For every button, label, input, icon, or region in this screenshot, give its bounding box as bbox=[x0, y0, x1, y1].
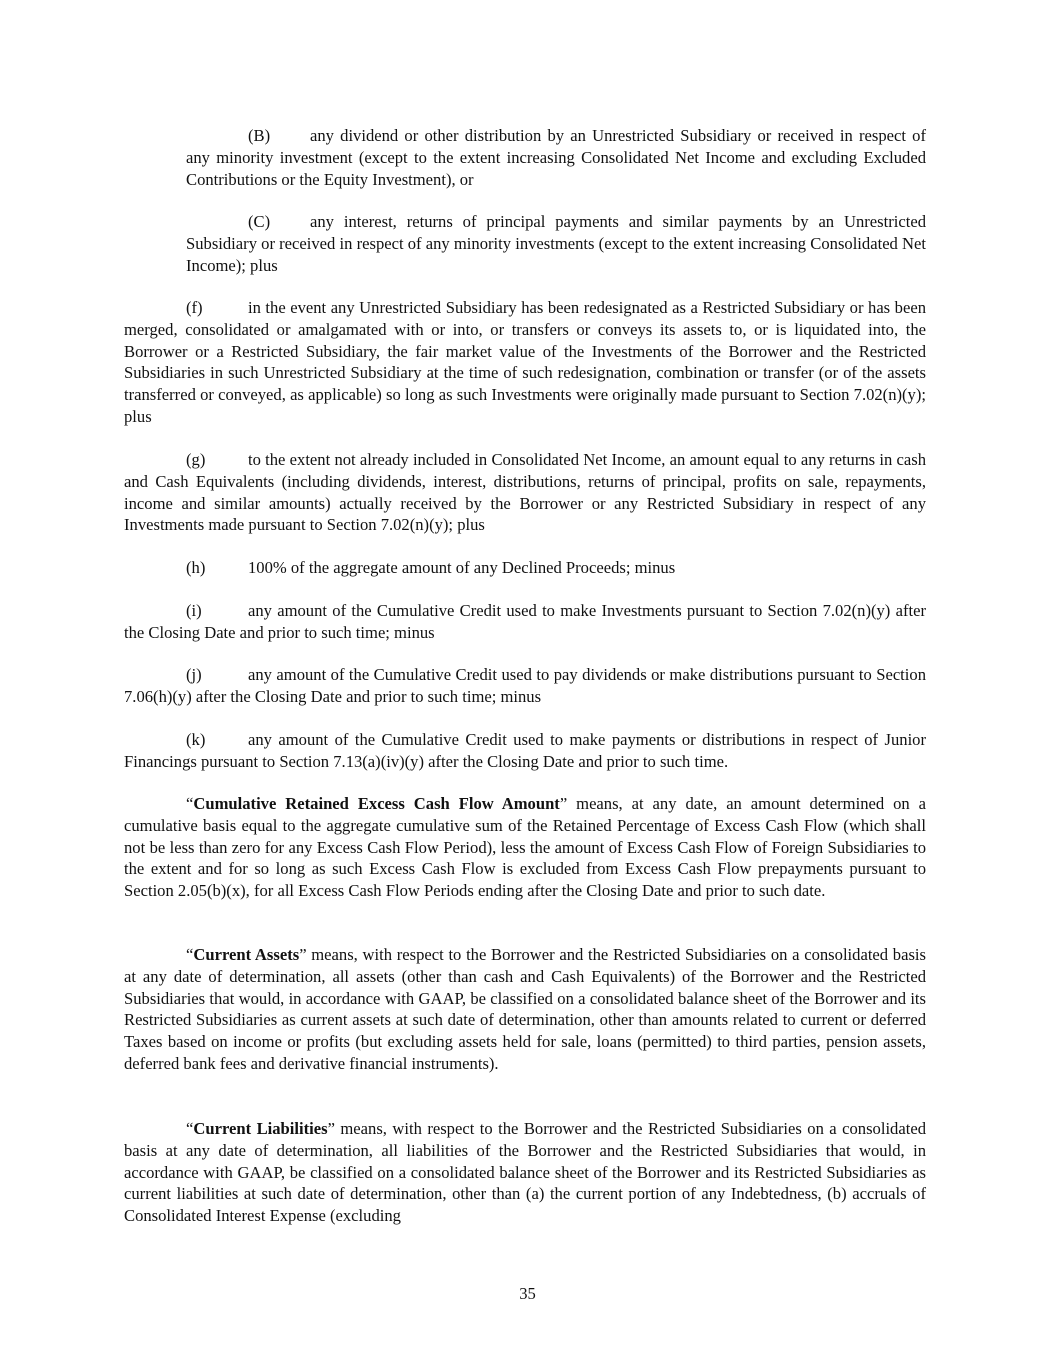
clause-text: 100% of the aggregate amount of any Declined Proceeds; minus bbox=[248, 558, 676, 577]
clause-h bbox=[124, 557, 926, 579]
clause-g bbox=[124, 449, 926, 536]
clause-j bbox=[124, 664, 926, 708]
clause-label: (C) bbox=[248, 212, 271, 231]
open-quote: “ bbox=[186, 945, 194, 964]
clause-f bbox=[124, 297, 926, 428]
clause-label: (j) bbox=[186, 665, 202, 684]
clause-text: any interest, returns of principal payments and similar payments by an Unrestricted Subsidiary or received in respect of any minority investments (except to the extent increasing Consolidated Net Income); plus bbox=[186, 212, 926, 275]
clause-label: (k) bbox=[186, 730, 206, 749]
clause-B bbox=[186, 125, 926, 190]
close-quote: ” bbox=[327, 1119, 335, 1138]
close-quote: ” bbox=[299, 945, 307, 964]
definition-text: means, with respect to the Borrower and the Restricted Subsidiaries on a consolidated basis at any date of determination, all assets (other than cash and Cash Equivalents) of the Borrower and the Restricted Subsidiaries that would, in accordance with GAAP, be classified on a consolidated balance sheet of the Borrower and its Restricted Subsidiaries as current assets at such date of determination, other than amounts related to current or deferred Taxes based on income or profits (but excluding assets held for sale, loans (permitted) to third parties, pension assets, deferred bank fees and derivative financial instruments). bbox=[124, 945, 926, 1073]
clause-label: (h) bbox=[186, 558, 206, 577]
clause-label: (B) bbox=[248, 126, 271, 145]
clause-text: to the extent not already included in Consolidated Net Income, an amount equal to any returns in cash and Cash Equivalents (including dividends, interest, distributions, returns of principal, profits on sale, repayments, income and similar amounts) actually received by the Borrower or any Restricted Subsidiary in respect of any Investments made pursuant to Section 7.02(n)(y); plus bbox=[124, 450, 926, 535]
definition-text: means, with respect to the Borrower and the Restricted Subsidiaries on a consolidated basis at any date of determination, all liabilities of the Borrower and the Restricted Subsidiaries that would, in accordance with GAAP, be classified on a consolidated balance sheet of the Borrower and its Restricted Subsidiaries as current liabilities at such date of determination, other than (a) the current portion of any Indebtedness, (b) accruals of Consolidated Interest Expense (excluding bbox=[124, 1119, 926, 1225]
clause-text: any amount of the Cumulative Credit used to make Investments pursuant to Section 7.02(n)(y) after the Closing Date and prior to such time; minus bbox=[124, 601, 926, 642]
clause-text: in the event any Unrestricted Subsidiary has been redesignated as a Restricted Subsidiary or has been merged, consolidated or amalgamated with or into, or transfers or conveys its assets to, or is liquidated into, the Borrower or a Restricted Subsidiary, the fair market value of the Investments of the Borrower and the Restricted Subsidiaries in such Unrestricted Subsidiary at the time of such redesignation, combination or transfer (or of the assets transferred or conveyed, as applicable) so long as such Investments were originally made pursuant to Section 7.02(n)(y); plus bbox=[124, 298, 926, 426]
clause-label: (f) bbox=[186, 298, 203, 317]
clause-C bbox=[186, 211, 926, 276]
clause-text: any dividend or other distribution by an Unrestricted Subsidiary or received in respect of any minority investment (except to the extent increasing Consolidated Net Income and excluding Excluded Contributions or the Equity Investment), or bbox=[186, 126, 926, 189]
clause-text: any amount of the Cumulative Credit used to pay dividends or make distributions pursuant to Section 7.06(h)(y) after the Closing Date and prior to such time; minus bbox=[124, 665, 926, 706]
definition-text: means, at any date, an amount determined on a cumulative basis equal to the aggregate cumulative sum of the Retained Percentage of Excess Cash Flow (which shall not be less than zero for any Excess Cash Flow Period), less the amount of Excess Cash Flow of Foreign Subsidiaries to the extent and for so long as such Excess Cash Flow is excluded from Excess Cash Flow prepayments pursuant to Section 2.05(b)(x), for all Excess Cash Flow Periods ending after the Closing Date and prior to such date. bbox=[124, 794, 926, 900]
clause-label: (i) bbox=[186, 601, 202, 620]
definition-current-assets bbox=[124, 944, 926, 1075]
clause-i bbox=[124, 600, 926, 644]
defined-term: Current Liabilities bbox=[193, 1119, 328, 1138]
clause-k bbox=[124, 729, 926, 773]
definition-cumulative-retained-excess-cash-flow-amount bbox=[124, 793, 926, 902]
clause-label: (g) bbox=[186, 450, 206, 469]
definition-current-liabilities bbox=[124, 1118, 926, 1227]
defined-term: Current Assets bbox=[193, 945, 300, 964]
close-quote: ” bbox=[559, 794, 568, 813]
page-number: 35 bbox=[519, 1284, 536, 1303]
defined-term: Cumulative Retained Excess Cash Flow Amount bbox=[193, 794, 560, 813]
clause-text: any amount of the Cumulative Credit used to make payments or distributions in respect of Junior Financings pursuant to Section 7.13(a)(iv)(y) after the Closing Date and prior to such time. bbox=[124, 730, 926, 771]
open-quote: “ bbox=[186, 794, 194, 813]
open-quote: “ bbox=[186, 1119, 194, 1138]
